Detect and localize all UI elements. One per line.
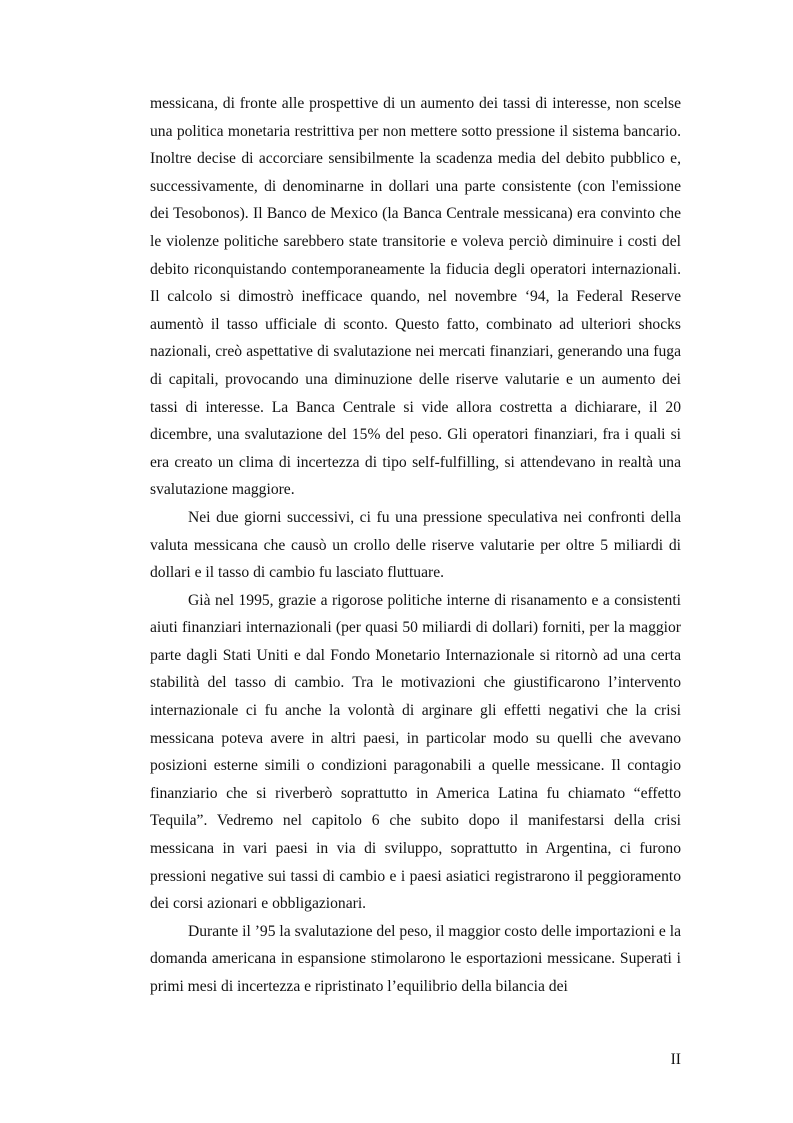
paragraph-2: Nei due giorni successivi, ci fu una pressione speculativa nei confronti della valuta messicana che causò un crollo delle riserve valutarie per oltre 5 miliardi di dollari e il tasso di cambio fu lasciato fluttuare.: [150, 508, 681, 582]
paragraph-3: Già nel 1995, grazie a rigorose politiche interne di risanamento e a consistenti aiuti finanziari internazionali (per quasi 50 miliardi di dollari) forniti, per la maggior parte dagli Stati Uniti e dal Fondo Monetario Internazionale si ritornò ad una certa stabilità del tasso di cambio. Tra le motivazioni che giustificarono l’intervento internazionale ci fu anche la volontà di arginare gli effetti negativi che la crisi messicana poteva avere in altri paesi, in particolar modo su quelli che avevano posizioni esterne simili o condizioni paragonabili a quelle messicane. Il contagio finanziario che si riverberò soprattutto in America Latina fu chiamato “effetto Tequila”. Vedremo nel capitolo 6 che subito dopo il manifestarsi della crisi messicana in vari paesi in via di sviluppo, soprattutto in Argentina, ci furono pressioni negative sui tassi di cambio e i paesi asiatici registrarono il peggioramento dei corsi azionari e obbligazionari.: [150, 591, 681, 913]
document-body: [150, 90, 681, 1001]
paragraph-1: messicana, di fronte alle prospettive di un aumento dei tassi di interesse, non scelse una politica monetaria restrittiva per non mettere sotto pressione il sistema bancario. Inoltre decise di accorciare sensibilmente la scadenza media del debito pubblico e, successivamente, di denominarne in dollari una parte consistente (con l'emissione dei Tesobonos). Il Banco de Mexico (la Banca Centrale messicana) era convinto che le violenze politiche sarebbero state transitorie e voleva perciò diminuire i costi del debito riconquistando contemporaneamente la fiducia degli operatori internazionali. Il calcolo si dimostrò inefficace quando, nel novembre ‘94, la Federal Reserve aumentò il tasso ufficiale di sconto. Questo fatto, combinato ad ulteriori shocks nazionali, creò aspettative di svalutazione nei mercati finanziari, generando una fuga di capitali, provocando una diminuzione delle riserve valutarie e un aumento dei tassi di interesse. La Banca Centrale si vide allora costretta a dichiarare, il 20 dicembre, una svalutazione del 15% del peso. Gli operatori finanziari, fra i quali si era creato un clima di incertezza di tipo self-fulfilling, si attendevano in realtà una svalutazione maggiore.: [150, 95, 681, 499]
paragraph-4: Durante il ’95 la svalutazione del peso, il maggior costo delle importazioni e la domanda americana in espansione stimolarono le esportazioni messicane. Superati i primi mesi di incertezza e ripristinato l’equilibrio della bilancia dei: [150, 922, 681, 995]
page-number: II: [670, 1051, 681, 1068]
